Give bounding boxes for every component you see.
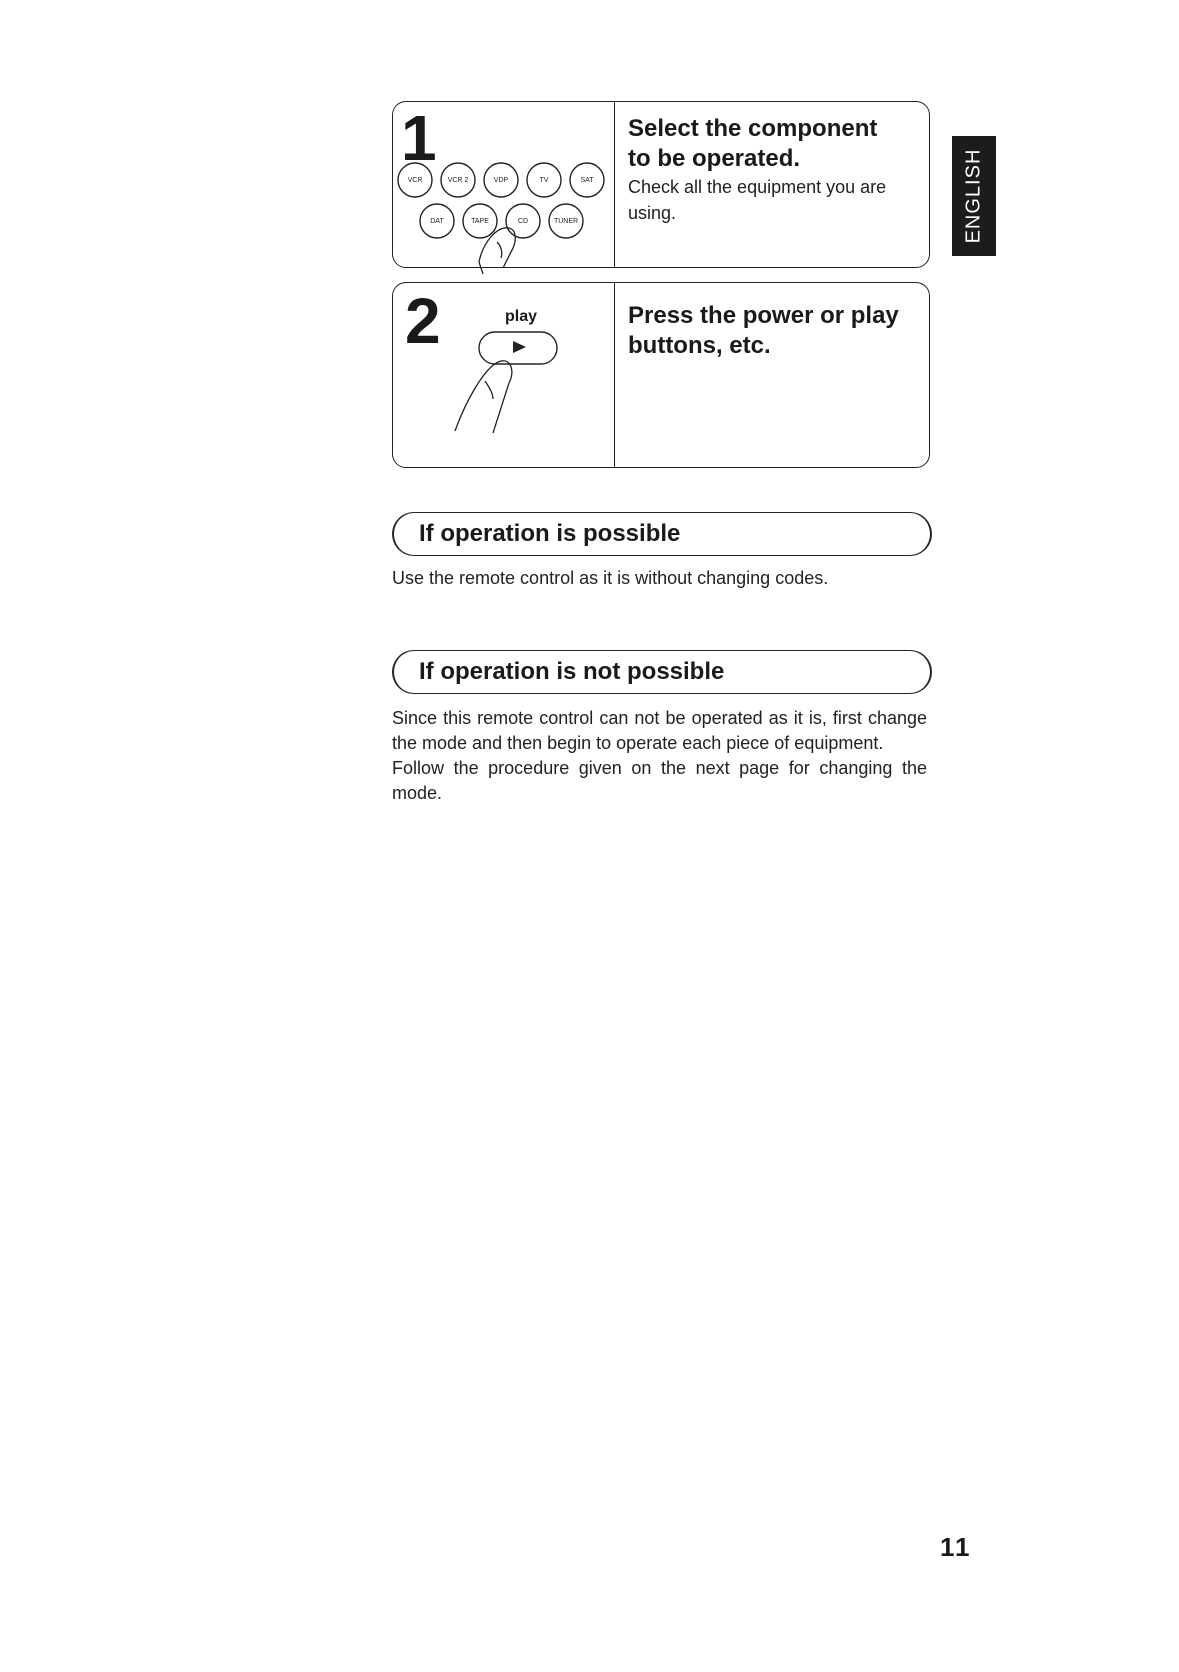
play-button-illustration [393,283,613,463]
section-body-possible: Use the remote control as it is without changing codes. [392,568,829,588]
play-arrow-icon [513,341,526,353]
page-number: 11 [940,1532,972,1562]
finger-icon [455,361,512,433]
section-heading-text: If operation is not possible [419,658,725,685]
button-label: TV [539,177,549,184]
component-buttons-illustration [393,102,613,277]
play-button-label: play [505,308,538,325]
paragraph: Since this remote control can not be operated as it is, first change the mode and then begin to operate each piece of equipment. [392,708,927,753]
button-label: TUNER [553,218,579,225]
step-2-title: Press the power or play [628,302,899,329]
step-1-text [628,114,917,226]
step-1-description: Check all the equipment you are [628,177,887,197]
step-1-number: 1 [401,102,435,174]
button-label: VCR [407,177,423,184]
button-label: DAT [430,218,444,225]
language-tab [952,136,996,256]
step-2-title-cont: buttons, etc. [628,332,771,359]
button-label: VDP [493,177,509,184]
step-2-box [392,282,930,468]
step-1-box [392,101,930,268]
step-2-text [628,301,917,361]
button-label: CD [517,218,529,225]
step-1-title-cont: to be operated. [628,145,801,172]
finger-icon [479,228,515,274]
step-1-divider [614,102,615,267]
step-2-number: 2 [405,285,439,357]
button-label: VCR 2 [447,177,469,184]
section-body-not-possible [392,706,927,806]
section-heading-not-possible [392,650,932,694]
step-1-title: Select the component [628,115,878,142]
button-label: SAT [580,177,594,184]
language-tab-label: ENGLISH [962,148,985,244]
step-2-divider [614,283,615,467]
paragraph: Follow the procedure given on the next page for changing the mode. [392,758,927,803]
section-heading-text: If operation is possible [419,520,681,547]
button-label: TAPE [471,218,489,225]
step-1-description-cont: using. [628,203,677,223]
section-heading-possible [392,512,932,556]
